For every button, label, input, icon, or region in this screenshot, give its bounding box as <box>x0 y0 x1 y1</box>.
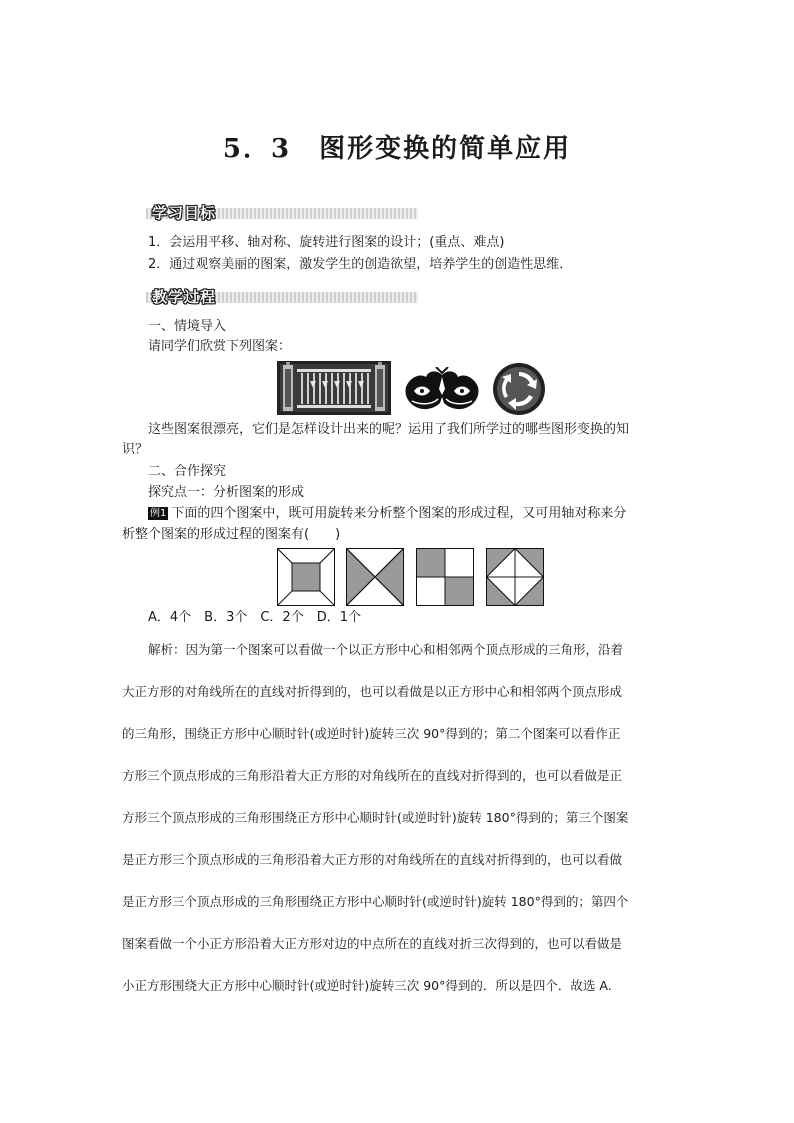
analysis-line: 小正方形围绕大正方形中心顺时针(或逆时针)旋转三次 90°得到的．所以是四个．故选 A. <box>122 978 612 993</box>
analysis-line: 方形三个顶点形成的三角形沿着大正方形的对角线所在的直线对折得到的，也可以看做是正 <box>122 768 623 783</box>
example-text: 下面的四个图案中，既可用旋转来分析整个图案的形成过程，又可用轴对称来分 <box>171 506 627 521</box>
analysis-line: 是正方形三个顶点形成的三角形沿着大正方形的对角线所在的直线对折得到的，也可以看做 <box>122 852 623 867</box>
analysis-line: 方形三个顶点形成的三角形围绕正方形中心顺时针(或逆时针)旋转 180°得到的；第三个图案 <box>122 810 629 825</box>
part1-heading: 一、情境导入 <box>148 319 227 334</box>
section-header-process <box>146 287 418 309</box>
intro-question-line-2: 识？ <box>122 442 149 457</box>
objective-item-2: 2．通过观察美丽的图案，激发学生的创造欲望，培养学生的创造性思维． <box>148 257 573 272</box>
analysis-line: 大正方形的对角线所在的直线对折得到的，也可以看做是以正方形中心和相邻两个顶点形成 <box>122 684 623 699</box>
analysis-line: 的三角形，围绕正方形中心顺时针(或逆时针)旋转三次 90°得到的；第二个图案可以看作正 <box>122 726 621 741</box>
example-line-1 <box>148 505 626 523</box>
intro-question-line-1: 这些图案很漂亮，它们是怎样设计出来的呢？运用了我们所学过的哪些图形变换的知 <box>148 422 630 437</box>
figure-square-1 <box>277 548 335 606</box>
page-title: 5．3 图形变换的简单应用 <box>222 134 572 164</box>
part2-heading: 二、合作探究 <box>148 464 227 479</box>
objective-item-1: 1．会运用平移、轴对称、旋转进行图案的设计；(重点、难点) <box>148 235 505 250</box>
analysis-line: 是正方形三个顶点形成的三角形围绕正方形中心顺时针(或逆时针)旋转 180°得到的；第四个 <box>122 894 629 909</box>
section-heading: 教学过程 <box>152 288 217 306</box>
answer-options: A．4个 B．3个 C．2个 D．1个 <box>148 610 361 625</box>
exploration-point-title: 探究点一：分析图案的形成 <box>148 485 305 500</box>
analysis-line: 解析：因为第一个图案可以看做一个以正方形中心和相邻两个顶点形成的三角形，沿着 <box>148 642 624 657</box>
rotation-arrows-pattern-image <box>492 362 546 416</box>
figure-square-4 <box>486 548 544 606</box>
section-header-objectives <box>146 203 418 225</box>
fence-pattern-image <box>277 361 391 415</box>
part1-prompt: 请同学们欣赏下列图案： <box>148 339 292 354</box>
example-badge: 例1 <box>150 508 167 519</box>
example-line-2: 析整个图案的形成过程的图案有( ) <box>122 527 341 542</box>
figure-square-2 <box>346 548 404 606</box>
figure-square-3 <box>416 548 474 606</box>
analysis-line: 图案看做一个小正方形沿着大正方形对边的中点所在的直线对折三次得到的，也可以看做是 <box>122 936 623 951</box>
section-heading: 学习目标 <box>152 204 217 222</box>
symmetric-bird-pattern-image <box>402 367 482 413</box>
